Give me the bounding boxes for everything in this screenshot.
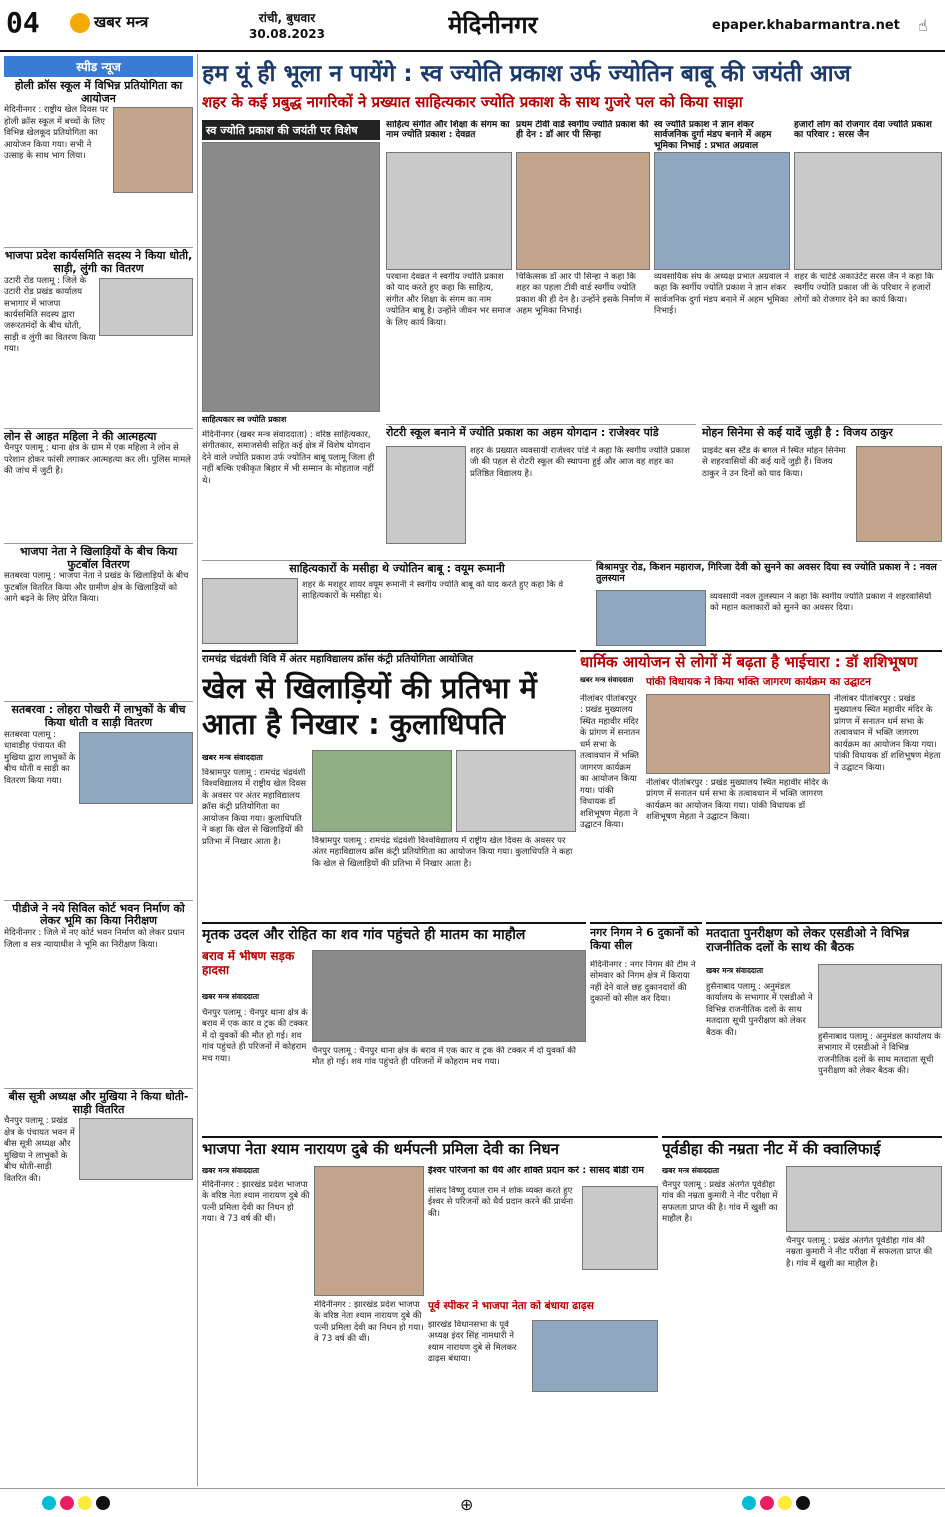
bhakti-byline: खबर मन्त्र संवाददाता <box>580 676 634 684</box>
sdo-body-cont: हुसैनाबाद पलामू : अनुमंडल कार्यालय के सभागार में एसडीओ ने विभिन्न राजनीतिक दलों के साथ मतदाता सूची पुनरीक्षण को लेकर बैठक की। <box>818 1032 941 1077</box>
bdram-body: सांसद विष्णु दयाल राम ने शोक व्यक्त करते हुए ईश्वर से परिजनों को धैर्य प्रदान करने की प्रार्थना की। <box>428 1186 574 1219</box>
rajeshwar-photo <box>386 446 466 544</box>
story-pdj-head: पीडीजे ने नये सिविल कोर्ट भवन निर्माण को लेकर भूमि का किया निरीक्षण <box>4 900 193 928</box>
registration-dot-yellow-right <box>778 1496 792 1510</box>
rotary-body: शहर के प्रख्यात व्यवसायी राजेश्वर पांडे ने कहा कि स्वर्गीय ज्योति प्रकाश जी की पहल से रोटरी स्कूल की स्थापना हुई और आज वह शहर का प्रतिष्ठित विद्यालय है। <box>470 446 690 479</box>
registration-mark-icon: ⊕ <box>460 1495 474 1514</box>
vayum-photo <box>202 578 298 644</box>
special-bar: स्व ज्योति प्रकाश की जयंती पर विशेष <box>202 120 380 140</box>
registration-dot-magenta-right <box>760 1496 774 1510</box>
story-football-head: भाजपा नेता ने खिलाड़ियों के बीच किया फुटबॉल वितरण <box>4 543 193 571</box>
devvrat-photo <box>386 152 512 270</box>
story-suicide-head: लोन से आहत महिला ने की आत्महत्या <box>4 428 193 444</box>
speaker-photo <box>532 1320 658 1392</box>
bhakti-body-cont: नीलांबर पीतांबरपुर : प्रखंड मुख्यालय स्थित महावीर मंदिर के प्रांगण में सनातन धर्म सभा के तत्वावधान में भक्ति जागरण कार्यक्रम का आयोजन किया गया। पांकी विधायक डॉ शशिभूषण मेहता ने उद्घाटन किया। <box>646 778 829 823</box>
story-dhoti-head: बीस सूत्री अध्यक्ष और मुखिया ने किया धोती-साड़ी वितरित <box>4 1088 193 1116</box>
vayum-body: शहर के मशहूर शायर वयूम रूमानी ने स्वर्गीय ज्योति बाबू को याद करते हुए कहा कि वे साहित्यकारों के मसीहा थे। <box>302 580 564 602</box>
namrata-title: पूर्वडीहा की नम्रता नीट में की क्वालिफाई <box>662 1136 942 1162</box>
dateline <box>232 10 342 46</box>
logo-icon <box>70 13 90 33</box>
saras-photo <box>794 152 942 270</box>
quote-devvrat-body: परवाना देवव्रत ने स्वर्गीय ज्योति प्रकाश को याद करते हुए कहा कि साहित्य, संगीत और शिक्षा के संगम का नाम ज्योतिन बाबू है। उन्होंने जीवन भर समाज के लिए कार्य किया। <box>386 272 511 328</box>
tragedy-byline: खबर मन्त्र संवाददाता <box>202 992 260 1001</box>
jyoti-prakash-portrait <box>202 142 380 412</box>
tragedy-photo <box>312 950 586 1042</box>
sdo-photo <box>818 964 942 1028</box>
portrait-caption: साहित्यकार स्व ज्योति प्रकाश <box>202 415 287 424</box>
story-holicross-photo <box>113 107 193 193</box>
bhakti-photo <box>646 694 830 774</box>
naval-head: बिश्रामपुर रोड, किशन महाराज, गिरिजा देवी को सुनने का अवसर दिया स्व ज्योति प्रकाश ने : नवल तुलस्यान <box>596 560 942 590</box>
naval-photo <box>596 590 706 646</box>
nigam-title: नगर निगम ने 6 दुकानों को किया सील <box>590 922 702 958</box>
speed-news-label: स्पीड न्यूज <box>4 56 193 77</box>
sports-byline: खबर मन्त्र संवाददाता <box>202 753 263 762</box>
story-dhoti-photo <box>79 1118 193 1180</box>
left-column <box>0 54 198 1486</box>
sdo-byline: खबर मन्त्र संवाददाता <box>706 966 764 975</box>
bhakti-title: धार्मिक आयोजन से लोगों में बढ़ता है भाईचारा : डॉ शशिभूषण <box>580 650 942 674</box>
brand-logo <box>70 12 200 40</box>
prabhat-photo <box>654 152 790 270</box>
bhakti-sub: पांकी विधायक ने किया भक्ति जागरण कार्यक्रम का उद्घाटन <box>646 676 871 688</box>
pramila-body: मेदिनीनगर : झारखंड प्रदेश भाजपा के वरिष्ठ नेता श्याम नारायण दुबे की पत्नी प्रमिला देवी का निधन हो गया। वे 73 वर्ष की थीं। <box>202 1180 310 1225</box>
quote-devvrat-head: साहित्य संगीत और शिक्षा के संगम का नाम ज्योति प्रकाश : देवव्रत <box>386 120 510 141</box>
registration-dot-black <box>96 1496 110 1510</box>
sports-photo <box>312 750 452 832</box>
namrata-byline: खबर मन्त्र संवाददाता <box>662 1166 720 1175</box>
registration-dot-magenta <box>60 1496 74 1510</box>
sports-body-cont: विश्रामपुर पलामू : रामचंद्र चंद्रवंशी विश्वविद्यालय में राष्ट्रीय खेल दिवस के अवसर पर अंतर महाविद्यालय क्रॉस कंट्री प्रतियोगिता का आयोजन किया गया। कुलाधिपति ने कहा कि खेल से खिलाड़ियों की प्रतिभा में निखार आता है। <box>312 836 573 869</box>
bhakti-body-side: नीलांबर पीतांबरपुर : प्रखंड मुख्यालय स्थित महावीर मंदिर के प्रांगण में सनातन धर्म सभा के तत्वावधान में भक्ति जागरण कार्यक्रम का आयोजन किया गया। पांकी विधायक डॉ शशिभूषण मेहता ने उद्घाटन किया। <box>834 694 941 773</box>
speaker-title: पूर्व स्पीकर ने भाजपा नेता को बंधाया ढाढ़स <box>428 1300 594 1312</box>
registration-dot-cyan <box>42 1496 56 1510</box>
pramila-byline: खबर मन्त्र संवाददाता <box>202 1166 260 1175</box>
sports-body: विश्रामपुर पलामू : रामचंद्र चंद्रवंशी विश्वविद्यालय में राष्ट्रीय खेल दिवस के अवसर पर अंतर महाविद्यालय क्रॉस कंट्री प्रतियोगिता का आयोजन किया गया। कुलाधिपति ने कहा कि खेल से खिलाड़ियों की प्रतिभा में निखार आता है। <box>202 768 307 847</box>
mohan-cinema-head: मोहन सिनेमा से कई यादें जुड़ी है : विजय ठाकुर <box>702 424 942 444</box>
epaper-link[interactable]: epaper.khabarmantra.net <box>712 18 900 33</box>
vayum-head: साहित्यकारों के मसीहा थे ज्योतिन बाबू : वयूम रूमानी <box>202 560 592 578</box>
main-subhead: शहर के कई प्रबुद्ध नागरिकों ने प्रख्यात साहित्यकार ज्योति प्रकाश के साथ गुजरे पल को किया साझा <box>202 93 743 111</box>
story-pdj-body: मेदिनीनगर : जिले में नए कोर्ट भवन निर्माण को लेकर प्रधान जिला व सत्र न्यायाधीश ने भूमि का निरीक्षण किया। <box>4 928 185 950</box>
quote-saras-body: शहर के चार्टर्ड अकाउंटेंट सरस जैन ने कहा कि स्वर्गीय ज्योति प्रकाश जी के परिवार ने हजारों लोगों को रोजगार देने का कार्य किया। <box>794 272 934 305</box>
pramila-photo <box>314 1166 424 1296</box>
quote-saras-head: हजारों लोग को रोजगार देवा ज्योति प्रकाश का परिवार : सरस जैन <box>794 120 932 141</box>
pramila-body-cont: मेदिनीनगर : झारखंड प्रदेश भाजपा के वरिष्ठ नेता श्याम नारायण दुबे की पत्नी प्रमिला देवी का निधन हो गया। वे 73 वर्ष की थीं। <box>314 1300 424 1345</box>
story-dhoti-body: चैनपुर पलामू : प्रखंड क्षेत्र के पंचायत भवन में बीस सूत्री अध्यक्ष और मुखिया ने लाभुकों के बीच धोती-साड़ी वितरित की। <box>4 1116 75 1184</box>
story-bjp-head: भाजपा प्रदेश कार्यसमिति सदस्य ने किया धोती, साड़ी, लुंगी का वितरण <box>4 249 193 275</box>
masthead <box>0 0 945 52</box>
quote-prabhat-head: स्व ज्योति प्रकाश ने ज्ञान शंकर सार्वजनिक दुर्गा मंडप बनाने में अहम भूमिका निभाई : प्रभात अग्रवाल <box>654 120 772 151</box>
vijay-thakur-photo <box>856 446 942 542</box>
tragedy-body-cont: चैनपुर पलामू : चैनपुर थाना क्षेत्र के बराव में एक कार व ट्रक की टक्कर में दो युवकों की मौत हो गई। शव गांव पहुंचते ही परिजनों में कोहराम मच गया। <box>312 1046 576 1068</box>
namrata-photo <box>786 1166 942 1232</box>
rpsinha-photo <box>516 152 650 270</box>
namrata-body: चैनपुर पलामू : प्रखंड अंतर्गत पूर्वडीहा गांव की नम्रता कुमारी ने नीट परीक्षा में सफलता प्राप्त की है। गांव में खुशी का माहौल है। <box>662 1180 778 1225</box>
brand-name: खबर मन्त्र <box>94 13 149 31</box>
registration-dot-cyan-right <box>742 1496 756 1510</box>
quote-rpsinha-head: प्रथम टीवी वार्ड स्वर्गीय ज्योति प्रकाश की ही देन : डॉ आर पी सिन्हा <box>516 120 649 141</box>
bdram-photo <box>582 1186 658 1270</box>
rotary-head: रोटरी स्कूल बनाने में ज्योति प्रकाश का अहम योगदान : राजेश्वर पांडे <box>386 424 696 444</box>
story-suicide-body: चैनपुर पलामू : थाना क्षेत्र के ग्राम में एक महिला ने लोन से परेशान होकर फांसी लगाकर आत्महत्या कर ली। पुलिस मामले की जांच में जुटी है। <box>4 443 191 477</box>
story-bjp-body: उटारी रोड पलामू : जिले के उटारी रोड प्रखंड कार्यालय सभागार में भाजपा कार्यसमिति सदस्य द्वारा जरूरतमंदों के बीच धोती, साड़ी व लुंगी का वितरण किया गया। <box>4 275 96 355</box>
story-satbarwa-body: सतबरवा पलामू : धावाडीह पंचायत की मुखिया द्वारा लाभुकों के बीच धोती व साड़ी का वितरण किया गया। <box>4 729 76 786</box>
sdo-title: मतदाता पुनरीक्षण को लेकर एसडीओ ने विभिन्न राजनीतिक दलों के साथ की बैठक <box>706 922 942 962</box>
jyoti-intro-text: मेदिनीनगर (खबर मन्त्र संवाददाता) : वरिष्ठ साहित्यकार, संगीतकार, समाजसेवी सहित कई क्षेत्र में विशेष योगदान देने वाले ज्योति प्रकाश उर्फ ज्योतिन बाबू पलामू जिला ही नहीं बल्कि एकीकृत बिहार में भी सम्मान के मोहताज नहीं थे। <box>202 430 375 486</box>
sdo-body: हुसैनाबाद पलामू : अनुमंडल कार्यालय के सभागार में एसडीओ ने विभिन्न राजनीतिक दलों के साथ मतदाता सूची पुनरीक्षण को लेकर बैठक की। <box>706 982 813 1038</box>
bhakti-body: नीलांबर पीतांबरपुर : प्रखंड मुख्यालय स्थित महावीर मंदिर के प्रांगण में सनातन धर्म सभा के तत्वावधान में भक्ति जागरण कार्यक्रम का आयोजन किया गया। पांकी विधायक डॉ शशिभूषण मेहता ने उद्घाटन किया। <box>580 694 640 831</box>
story-bjp-photo <box>99 278 193 336</box>
quote-rpsinha-body: चिकित्सक डॉ आर पी सिन्हा ने कहा कि शहर का पहला टीवी वार्ड स्वर्गीय ज्योति प्रकाश की ही देन है। उन्होंने इसके निर्माण में अहम भूमिका निभाई। <box>516 272 650 317</box>
section-name: मेदिनीनगर <box>448 11 538 39</box>
issue-date: 30.08.2023 <box>249 27 325 41</box>
bdram-title: ईश्वर परिजनों को धैर्य और शक्ति प्रदान करें : सांसद बीडी राम <box>428 1166 644 1176</box>
pramila-title: भाजपा नेता श्याम नारायण दुबे की धर्मपत्नी प्रमिला देवी का निधन <box>202 1136 658 1162</box>
main-banner: हम यूं ही भूला न पायेंगे : स्व ज्योति प्रकाश उर्फ ज्योतिन बाबू की जयंती आज <box>202 61 851 87</box>
speaker-body: झारखंड विधानसभा के पूर्व अध्यक्ष इंदर सिंह नामधारी ने श्याम नारायण दुबे से मिलकर ढाढ़स बंधाया। <box>428 1320 517 1365</box>
tragedy-title: मृतक उदल और रोहित का शव गांव पहुंचते ही मातम का माहौल <box>202 922 586 948</box>
namrata-body-cont: चैनपुर पलामू : प्रखंड अंतर्गत पूर्वडीहा गांव की नम्रता कुमारी ने नीट परीक्षा में सफलता प्राप्त की है। गांव में खुशी का माहौल है। <box>786 1236 933 1269</box>
story-football-body: सतबरवा पलामू : भाजपा नेता ने प्रखंड के खिलाड़ियों के बीच फुटबॉल वितरित किया और ग्रामीण क्षेत्र के खिलाड़ियों को आगे बढ़ने के लिए प्रेरित किया। <box>4 571 189 605</box>
story-holicross-head: होली क्रॉस स्कूल में विभिन्न प्रतियोगिता का आयोजन <box>14 79 183 105</box>
registration-dot-yellow <box>78 1496 92 1510</box>
naval-body: व्यवसायी नवल तुलस्यान ने कहा कि स्वर्गीय ज्योति प्रकाश ने शहरवासियों को महान कलाकारों को सुनने का अवसर दिया। <box>710 592 932 614</box>
story-satbarwa-photo <box>79 732 193 804</box>
story-satbarwa-head: सतबरवा : लोहरा पोखरी में लाभुकों के बीच किया धोती व साड़ी वितरण <box>4 701 193 729</box>
page-number: 04 <box>6 6 40 39</box>
pointer-icon: ☝ <box>918 16 928 35</box>
registration-strip <box>0 1488 945 1517</box>
tragedy-body: चैनपुर पलामू : चैनपुर थाना क्षेत्र के बराव में एक कार व ट्रक की टक्कर में दो युवकों की मौत हो गई। शव गांव पहुंचते ही परिजनों में कोहराम मच गया। <box>202 1008 308 1064</box>
nigam-body: मेदिनीनगर : नगर निगम की टीम ने सोमवार को निगम क्षेत्र में किराया नहीं देने वाले छह दुकानदारों की दुकानों को सील कर दिया। <box>590 960 696 1005</box>
sports-photo-2 <box>456 750 576 832</box>
tragedy-sub: बराव में भीषण सड़क हादसा <box>202 950 295 977</box>
sports-kicker: रामचंद्र चंद्रवंशी विवि में अंतर महाविद्यालय क्रॉस कंट्री प्रतियोगिता आयोजित <box>202 650 576 668</box>
city-day: रांची, बुधवार <box>258 11 316 25</box>
registration-dot-black-right <box>796 1496 810 1510</box>
quote-prabhat-body: व्यवसायिक संघ के अध्यक्ष प्रभात अग्रवाल ने कहा कि स्वर्गीय ज्योति प्रकाश ने ज्ञान शंकर सार्वजनिक दुर्गा मंडप बनाने में अहम भूमिका निभाई। <box>654 272 789 317</box>
sports-title: खेल से खिलाड़ियों की प्रतिभा में आता है निखार : कुलाधिपति <box>202 671 537 741</box>
mohan-cinema-body: प्राइवेट बस स्टैंड के बगल में स्थित मोहन सिनेमा से शहरवासियों की कई यादें जुड़ी हैं। विजय ठाकुर ने उन दिनों को याद किया। <box>702 446 846 479</box>
story-holicross-body: मेदिनीनगर : राष्ट्रीय खेल दिवस पर होली क्रॉस स्कूल में बच्चों के लिए विभिन्न खेलकूद प्रतियोगिता का आयोजन किया गया। सभी ने उत्साह के साथ भाग लिया। <box>4 105 109 162</box>
